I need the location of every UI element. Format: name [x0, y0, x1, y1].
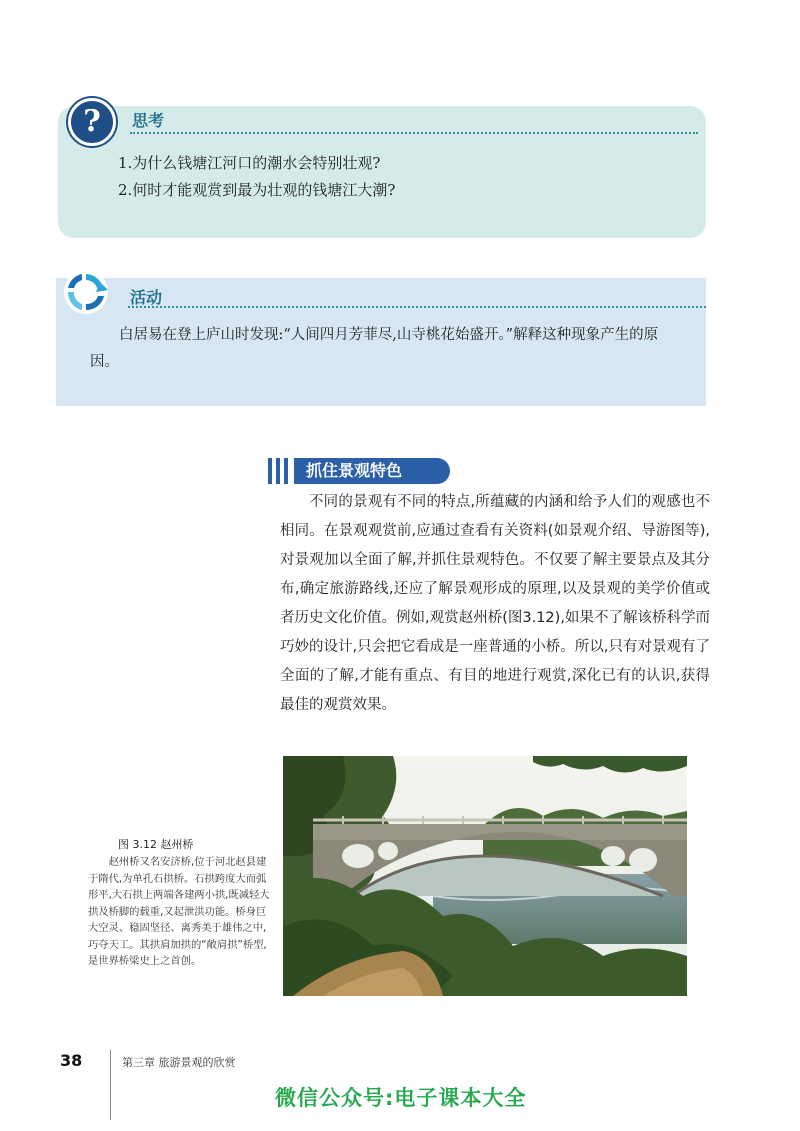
- section-heading: [268, 458, 450, 484]
- think-question: 2.何时才能观赏到最为壮观的钱塘江大潮?: [118, 181, 396, 199]
- footer-divider: [110, 1050, 111, 1120]
- dotted-divider: [130, 132, 698, 134]
- figure-title: 图 3.12 赵州桥: [118, 838, 194, 851]
- chapter-title: 第三章 旅游景观的欣赏: [122, 1056, 236, 1069]
- think-question-list: [118, 150, 395, 204]
- zhaozhou-bridge-photo: [283, 756, 687, 996]
- activity-label: 活动: [130, 288, 163, 307]
- question-mark-icon: ?: [68, 98, 116, 146]
- figure-caption: 赵州桥又名安济桥,位于河北赵县建于隋代,为单孔石拱桥。石拱跨度大而弧形平,大石拱上两端各建两小拱,既减轻大拱及桥脚的载重,又起泄洪功能。桥身巨大空灵、稳固坚径、离秀美于雄伟之中,巧夺天工。其拱肩加拱的“敞肩拱”桥型,是世界桥梁史上之首创。: [88, 856, 270, 967]
- activity-text: 白居易在登上庐山时发现:“人间四月芳菲尽,山寺桃花始盛开。”解释这种现象产生的原因。: [90, 327, 659, 370]
- cycle-arrows-icon: [62, 268, 110, 316]
- think-question: 1.为什么钱塘江河口的潮水会特别壮观?: [118, 154, 381, 172]
- section-title: 抓住景观特色: [294, 458, 450, 484]
- think-label: 思考: [132, 111, 165, 130]
- dotted-divider: [128, 306, 706, 308]
- heading-stripes-icon: [268, 458, 290, 484]
- section-body: 不同的景观有不同的特点,所蕴藏的内涵和给予人们的观感也不相同。在景观观赏前,应通过查看有关资料(如景观介绍、导游图等),对景观加以全面了解,并抓住景观特色。不仅要了解主要景点及其分布,确定旅游路线,还应了解景观形成的原理,以及景观的美学价值或者历史文化价值。例如,观赏赵州桥(图3.12),如果不了解该桥科学而巧妙的设计,只会把它看成是一座普通的小桥。所以,只有对景观有了全面的了解,才能有重点、有目的地进行观赏,深化已有的认识,获得最佳的观赏效果。: [280, 494, 710, 713]
- page-number: 38: [60, 1051, 83, 1070]
- watermark-text: 微信公众号:电子课本大全: [275, 1086, 527, 1110]
